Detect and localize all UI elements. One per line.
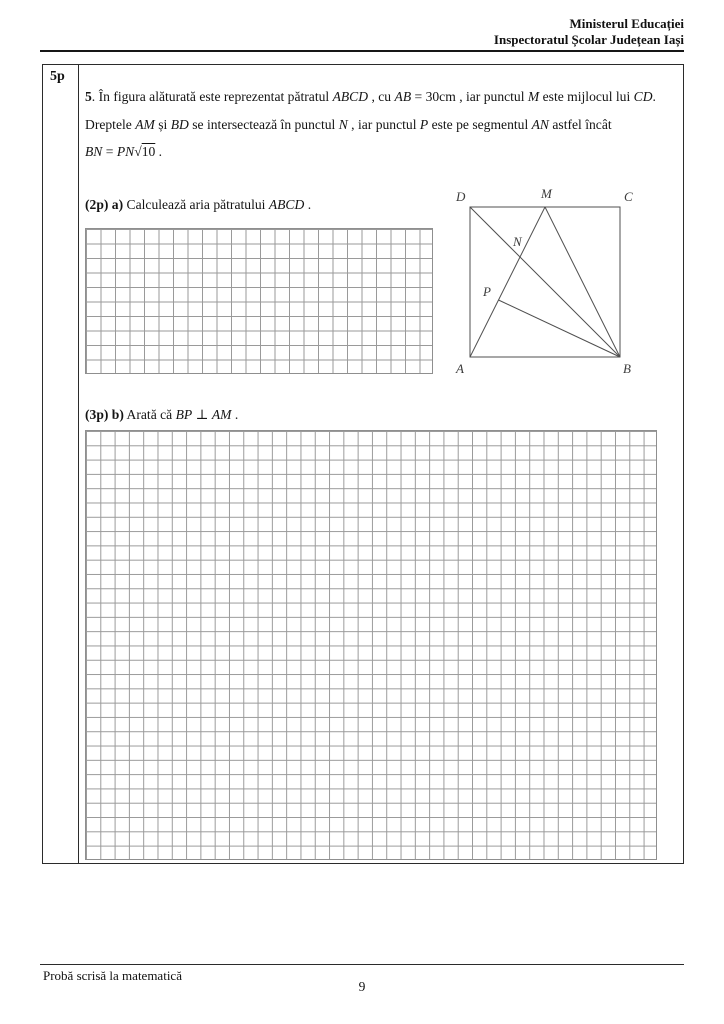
points-label: 5p: [50, 69, 65, 84]
answer-grid-a: [85, 228, 433, 374]
label-P: P: [483, 284, 491, 299]
header-ministry: Ministerul Educației: [569, 16, 684, 31]
footer-rule: [40, 964, 684, 965]
part-b-prompt: (3p) b) Arată că BP ⊥ AM .: [85, 407, 239, 422]
answer-grid-b: [85, 430, 657, 860]
label-D: D: [456, 189, 466, 204]
segment-PB: [499, 300, 621, 357]
statement-line-3: BN = PN√10 .: [85, 144, 163, 159]
header-rule: [40, 50, 684, 52]
footer-text: Probă scrisă la matematică: [43, 968, 182, 983]
statement-line-1: 5. În figura alăturată este reprezentat pătratul ABCD , cu AB = 30cm , iar punctul M este mijlocul lui CD.: [85, 89, 656, 104]
statement-line-2: Dreptele AM și BD se intersectează în punctul N , iar punctul P este pe segmentul AN astfel încât: [85, 117, 612, 132]
label-C: C: [624, 189, 633, 204]
segment-AM: [470, 207, 545, 357]
page-number: 9: [358, 979, 366, 994]
label-M: M: [541, 186, 552, 201]
segment-MB: [545, 207, 620, 357]
points-column: [43, 65, 79, 863]
label-N: N: [513, 234, 522, 249]
label-B: B: [623, 361, 631, 376]
label-A: A: [456, 361, 464, 376]
geometry-figure: [448, 183, 648, 383]
header-inspectorate: Inspectoratul Școlar Județean Iași: [493, 32, 684, 47]
part-a-prompt: (2p) a) Calculează aria pătratului ABCD .: [85, 197, 312, 212]
page-header: [494, 16, 684, 48]
segment-DB: [470, 207, 620, 357]
